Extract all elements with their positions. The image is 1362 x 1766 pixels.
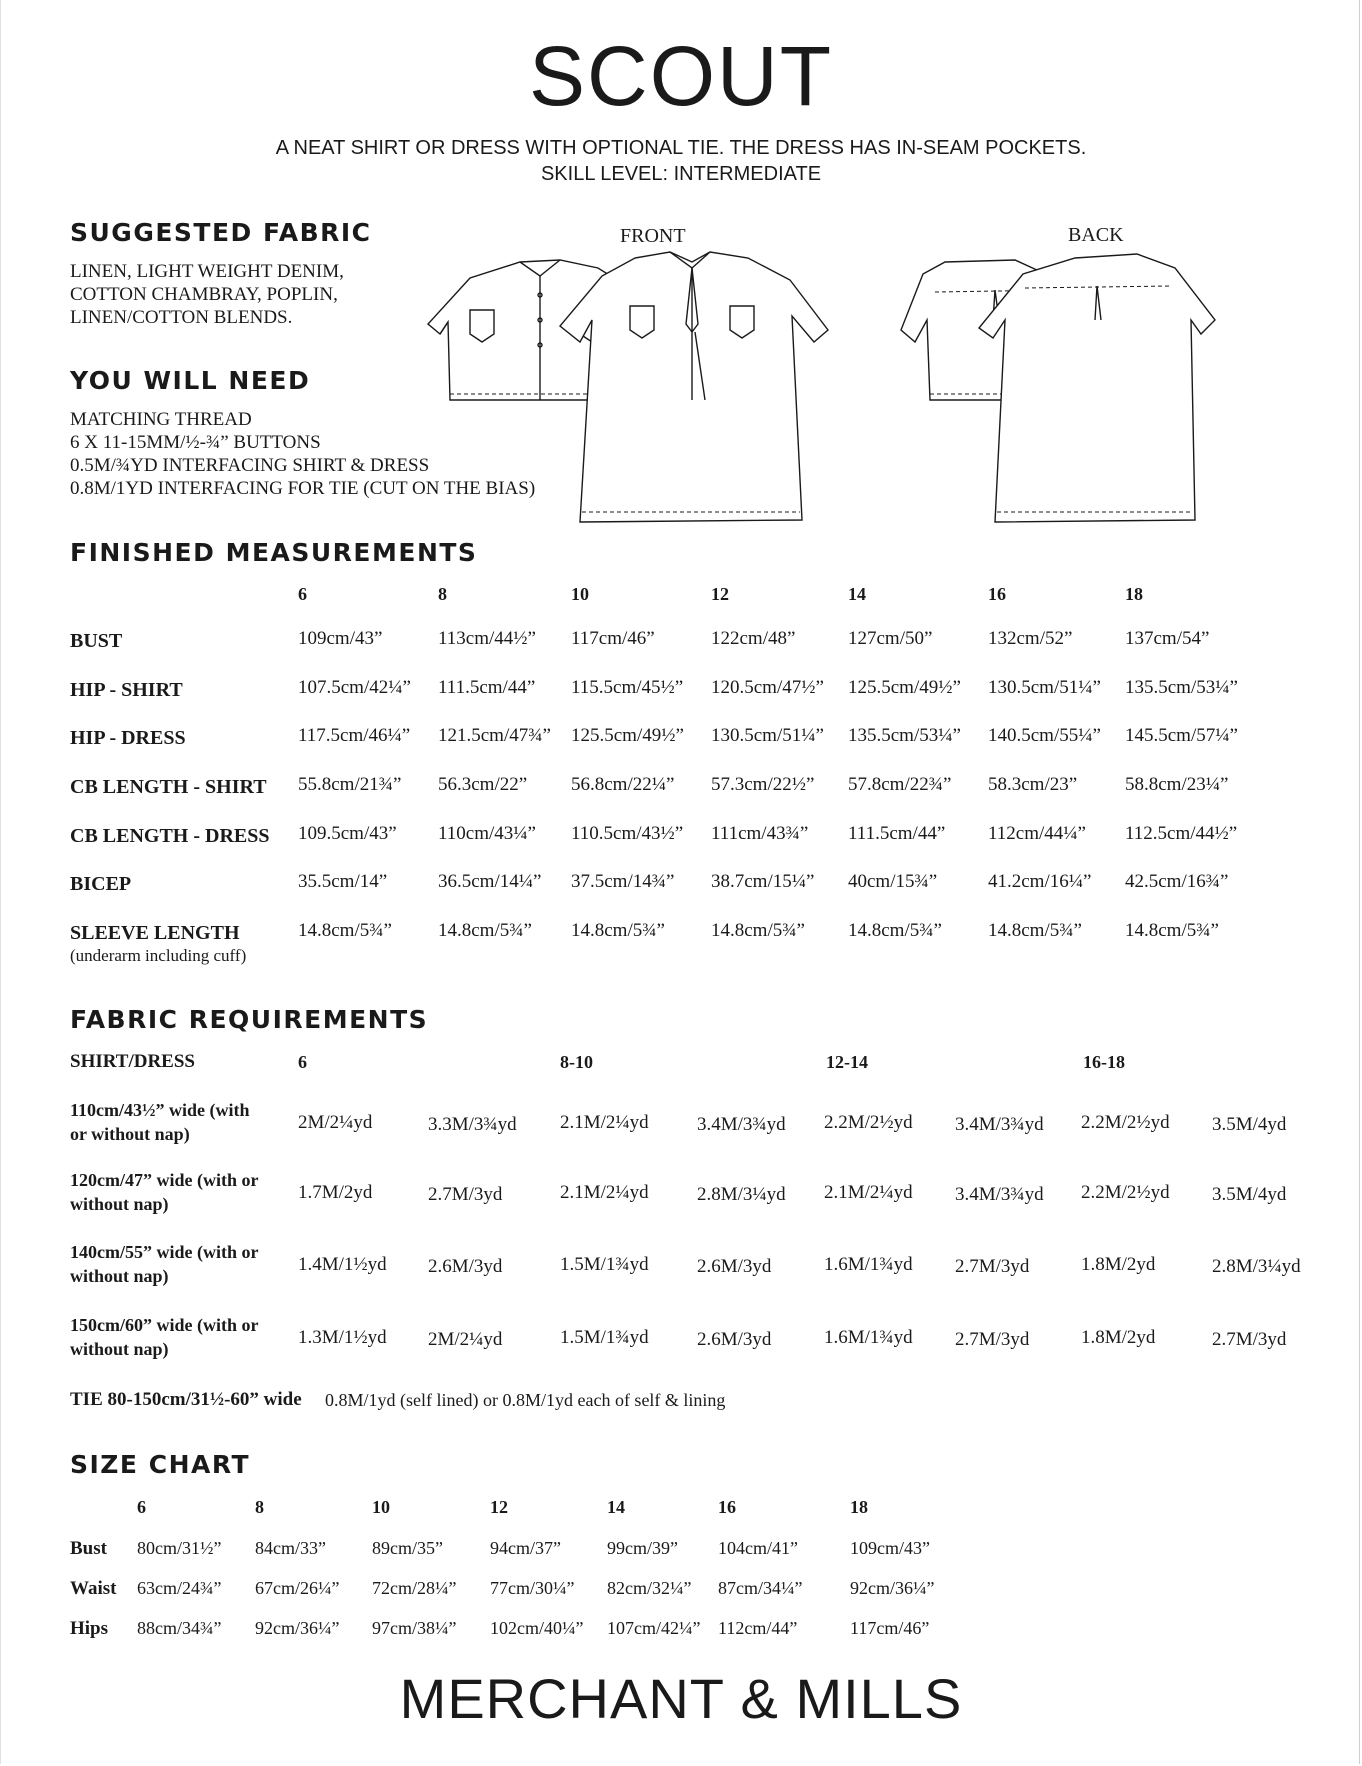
fabric-cell: 1.5M/1¾yd <box>560 1327 649 1348</box>
measurement-cell: 56.3cm/22” <box>438 774 528 795</box>
fabric-row-label: without nap) <box>70 1194 169 1214</box>
size-chart-cell: 72cm/28¼” <box>372 1578 457 1598</box>
fabric-size-group-header: 6 <box>298 1052 307 1072</box>
measurement-cell: 130.5cm/51¼” <box>988 677 1101 698</box>
suggested-fabric-heading: SUGGESTED FABRIC <box>70 218 372 247</box>
size-chart-column-header: 12 <box>490 1497 508 1517</box>
size-chart-cell: 102cm/40¼” <box>490 1618 584 1638</box>
fabric-cell: 1.4M/1½yd <box>298 1254 387 1275</box>
fabric-cell: 1.6M/1¾yd <box>824 1327 913 1348</box>
fabric-cell: 2.1M/2¼yd <box>560 1182 649 1203</box>
measurement-cell: 117.5cm/46¼” <box>298 725 411 746</box>
size-chart-cell: 112cm/44” <box>718 1618 798 1638</box>
measurement-row-label: CB LENGTH - SHIRT <box>70 776 267 798</box>
fabric-cell: 2.7M/3yd <box>955 1329 1030 1350</box>
measurement-row-label: BICEP <box>70 873 132 895</box>
size-column-header: 8 <box>438 584 447 604</box>
you-will-need-line: 0.5M/¾YD INTERFACING SHIRT & DRESS <box>70 455 430 476</box>
measurement-cell: 125.5cm/49½” <box>848 677 961 698</box>
size-chart-column-header: 6 <box>137 1497 146 1517</box>
measurement-cell: 112cm/44¼” <box>988 823 1086 844</box>
measurement-cell: 125.5cm/49½” <box>571 725 684 746</box>
size-chart-cell: 89cm/35” <box>372 1538 443 1558</box>
measurement-cell: 14.8cm/5¾” <box>298 920 392 941</box>
front-dress-drawing <box>560 252 828 522</box>
measurement-cell: 37.5cm/14¾” <box>571 871 675 892</box>
measurement-cell: 35.5cm/14” <box>298 871 388 892</box>
fabric-cell: 3.4M/3¾yd <box>697 1114 786 1135</box>
you-will-need-heading: YOU WILL NEED <box>70 366 311 395</box>
fabric-requirements-heading: FABRIC REQUIREMENTS <box>70 1005 429 1034</box>
page-title: SCOUT <box>529 29 833 123</box>
measurement-cell: 107.5cm/42¼” <box>298 677 411 698</box>
measurement-cell: 145.5cm/57¼” <box>1125 725 1238 746</box>
size-chart-cell: 92cm/36¼” <box>255 1618 340 1638</box>
size-chart-cell: 67cm/26¼” <box>255 1578 340 1598</box>
measurement-cell: 41.2cm/16¼” <box>988 871 1092 892</box>
size-column-header: 16 <box>988 584 1006 604</box>
measurement-cell: 14.8cm/5¾” <box>988 920 1082 941</box>
pattern-description: A NEAT SHIRT OR DRESS WITH OPTIONAL TIE. THE DRESS HAS IN-SEAM POCKETS. <box>275 137 1087 159</box>
fabric-cell: 3.4M/3¾yd <box>955 1184 1044 1205</box>
fabric-row-label: 110cm/43½” wide (with <box>70 1100 250 1120</box>
fabric-cell: 2.2M/2½yd <box>824 1112 913 1133</box>
measurement-cell: 110cm/43¼” <box>438 823 536 844</box>
fabric-cell: 2.6M/3yd <box>428 1256 503 1277</box>
fabric-cell: 2.1M/2¼yd <box>824 1182 913 1203</box>
fabric-cell: 2.7M/3yd <box>1212 1329 1287 1350</box>
fabric-size-group-header: 16-18 <box>1083 1052 1125 1072</box>
fabric-size-group-header: 12-14 <box>826 1052 868 1072</box>
fabric-corner-label: SHIRT/DRESS <box>70 1051 195 1072</box>
measurement-cell: 135.5cm/53¼” <box>848 725 961 746</box>
measurement-cell: 135.5cm/53¼” <box>1125 677 1238 698</box>
size-chart-cell: 104cm/41” <box>718 1538 798 1558</box>
size-chart-row-label: Bust <box>70 1538 107 1559</box>
you-will-need-line: 6 X 11-15MM/½-¾” BUTTONS <box>70 432 321 453</box>
measurement-cell: 14.8cm/5¾” <box>1125 920 1219 941</box>
measurement-cell: 57.3cm/22½” <box>711 774 815 795</box>
size-chart-cell: 87cm/34¼” <box>718 1578 803 1598</box>
fabric-row-label: without nap) <box>70 1266 169 1286</box>
measurement-cell: 115.5cm/45½” <box>571 677 684 698</box>
fabric-cell: 3.5M/4yd <box>1212 1184 1287 1205</box>
measurement-row-label: CB LENGTH - DRESS <box>70 825 270 847</box>
size-column-header: 18 <box>1125 584 1143 604</box>
fabric-row-label: 150cm/60” wide (with or <box>70 1315 259 1335</box>
skill-level: SKILL LEVEL: INTERMEDIATE <box>540 163 822 185</box>
size-chart-cell: 107cm/42¼” <box>607 1618 701 1638</box>
fabric-size-group-header: 8-10 <box>560 1052 593 1072</box>
measurement-cell: 122cm/48” <box>711 628 796 649</box>
back-dress-drawing <box>979 254 1215 522</box>
measurement-cell: 111.5cm/44” <box>438 677 536 698</box>
back-garment-illustration <box>875 250 1315 535</box>
size-chart-cell: 80cm/31½” <box>137 1538 222 1558</box>
size-chart-cell: 117cm/46” <box>850 1618 930 1638</box>
measurement-cell: 14.8cm/5¾” <box>848 920 942 941</box>
fabric-cell: 2.8M/3¼yd <box>697 1184 786 1205</box>
measurement-cell: 55.8cm/21¾” <box>298 774 402 795</box>
suggested-fabric-line: COTTON CHAMBRAY, POPLIN, <box>70 284 338 305</box>
fabric-row-label: or without nap) <box>70 1124 190 1144</box>
measurement-cell: 109cm/43” <box>298 628 383 649</box>
measurement-cell: 109.5cm/43” <box>298 823 397 844</box>
fabric-cell: 1.6M/1¾yd <box>824 1254 913 1275</box>
fabric-cell: 3.5M/4yd <box>1212 1114 1287 1135</box>
size-chart-cell: 63cm/24¾” <box>137 1578 222 1598</box>
size-column-header: 12 <box>711 584 729 604</box>
measurement-cell: 117cm/46” <box>571 628 655 649</box>
measurement-cell: 57.8cm/22¾” <box>848 774 952 795</box>
size-column-header: 6 <box>298 584 307 604</box>
size-chart-row-label: Hips <box>70 1618 109 1639</box>
fabric-cell: 2.6M/3yd <box>697 1329 772 1350</box>
size-chart-cell: 92cm/36¼” <box>850 1578 935 1598</box>
fabric-cell: 2.2M/2½yd <box>1081 1112 1170 1133</box>
you-will-need-line: MATCHING THREAD <box>70 409 252 430</box>
front-garment-illustration <box>430 250 870 535</box>
measurement-cell: 112.5cm/44½” <box>1125 823 1238 844</box>
you-will-need-line: 0.8M/1YD INTERFACING FOR TIE (CUT ON THE BIAS) <box>70 478 536 499</box>
measurement-cell: 14.8cm/5¾” <box>438 920 532 941</box>
fabric-cell: 2.8M/3¼yd <box>1212 1256 1301 1277</box>
size-chart-column-header: 18 <box>850 1497 868 1517</box>
fabric-cell: 1.7M/2yd <box>298 1182 373 1203</box>
size-chart-cell: 84cm/33” <box>255 1538 326 1558</box>
back-view-label: BACK <box>1068 224 1124 246</box>
front-view-label: FRONT <box>620 225 686 247</box>
fabric-cell: 2.7M/3yd <box>955 1256 1030 1277</box>
size-chart-cell: 77cm/30¼” <box>490 1578 575 1598</box>
fabric-cell: 2M/2¼yd <box>298 1112 373 1133</box>
tie-label: TIE 80-150cm/31½-60” wide <box>70 1389 302 1410</box>
size-chart-column-header: 10 <box>372 1497 390 1517</box>
size-chart-column-header: 16 <box>718 1497 736 1517</box>
suggested-fabric-line: LINEN, LIGHT WEIGHT DENIM, <box>70 261 344 282</box>
measurement-cell: 38.7cm/15¼” <box>711 871 815 892</box>
measurement-cell: 58.3cm/23” <box>988 774 1078 795</box>
measurement-row-note: (underarm including cuff) <box>70 946 247 965</box>
fabric-row-label: 140cm/55” wide (with or <box>70 1242 259 1262</box>
measurement-cell: 110.5cm/43½” <box>571 823 684 844</box>
size-column-header: 14 <box>848 584 866 604</box>
measurement-cell: 14.8cm/5¾” <box>571 920 665 941</box>
measurement-cell: 127cm/50” <box>848 628 933 649</box>
size-chart-cell: 109cm/43” <box>850 1538 930 1558</box>
measurement-cell: 140.5cm/55¼” <box>988 725 1101 746</box>
size-chart-cell: 99cm/39” <box>607 1538 678 1558</box>
fabric-cell: 2.6M/3yd <box>697 1256 772 1277</box>
fabric-cell: 2.1M/2¼yd <box>560 1112 649 1133</box>
measurement-cell: 56.8cm/22¼” <box>571 774 675 795</box>
size-chart-cell: 82cm/32¼” <box>607 1578 692 1598</box>
fabric-cell: 2.2M/2½yd <box>1081 1182 1170 1203</box>
size-column-header: 10 <box>571 584 589 604</box>
suggested-fabric-line: LINEN/COTTON BLENDS. <box>70 307 293 328</box>
measurement-cell: 113cm/44½” <box>438 628 536 649</box>
size-chart-heading: SIZE CHART <box>70 1450 251 1479</box>
measurement-cell: 111.5cm/44” <box>848 823 946 844</box>
tie-value: 0.8M/1yd (self lined) or 0.8M/1yd each of self & lining <box>325 1390 726 1410</box>
measurement-cell: 40cm/15¾” <box>848 871 938 892</box>
measurement-cell: 120.5cm/47½” <box>711 677 824 698</box>
measurement-cell: 130.5cm/51¼” <box>711 725 824 746</box>
fabric-cell: 1.8M/2yd <box>1081 1327 1156 1348</box>
measurement-row-label: SLEEVE LENGTH <box>70 922 240 944</box>
fabric-cell: 1.5M/1¾yd <box>560 1254 649 1275</box>
fabric-cell: 2M/2¼yd <box>428 1329 503 1350</box>
measurement-cell: 121.5cm/47¾” <box>438 725 551 746</box>
fabric-cell: 3.4M/3¾yd <box>955 1114 1044 1135</box>
measurement-row-label: HIP - SHIRT <box>70 679 183 701</box>
fabric-cell: 1.3M/1½yd <box>298 1327 387 1348</box>
measurement-cell: 36.5cm/14¼” <box>438 871 542 892</box>
measurement-cell: 111cm/43¾” <box>711 823 809 844</box>
measurement-cell: 14.8cm/5¾” <box>711 920 805 941</box>
finished-measurements-heading: FINISHED MEASUREMENTS <box>70 538 478 567</box>
measurement-row-label: BUST <box>70 630 123 652</box>
measurement-cell: 58.8cm/23¼” <box>1125 774 1229 795</box>
size-chart-column-header: 14 <box>607 1497 625 1517</box>
size-chart-cell: 88cm/34¾” <box>137 1618 222 1638</box>
measurement-row-label: HIP - DRESS <box>70 727 186 749</box>
fabric-cell: 1.8M/2yd <box>1081 1254 1156 1275</box>
fabric-row-label: without nap) <box>70 1339 169 1359</box>
size-chart-cell: 94cm/37” <box>490 1538 561 1558</box>
measurement-cell: 137cm/54” <box>1125 628 1210 649</box>
size-chart-column-header: 8 <box>255 1497 264 1517</box>
size-chart-cell: 97cm/38¼” <box>372 1618 457 1638</box>
measurement-cell: 42.5cm/16¾” <box>1125 871 1229 892</box>
brand-footer: MERCHANT & MILLS <box>399 1667 963 1730</box>
size-chart-row-label: Waist <box>70 1578 117 1599</box>
measurement-cell: 132cm/52” <box>988 628 1073 649</box>
fabric-row-label: 120cm/47” wide (with or <box>70 1170 259 1190</box>
fabric-cell: 2.7M/3yd <box>428 1184 503 1205</box>
fabric-cell: 3.3M/3¾yd <box>428 1114 517 1135</box>
